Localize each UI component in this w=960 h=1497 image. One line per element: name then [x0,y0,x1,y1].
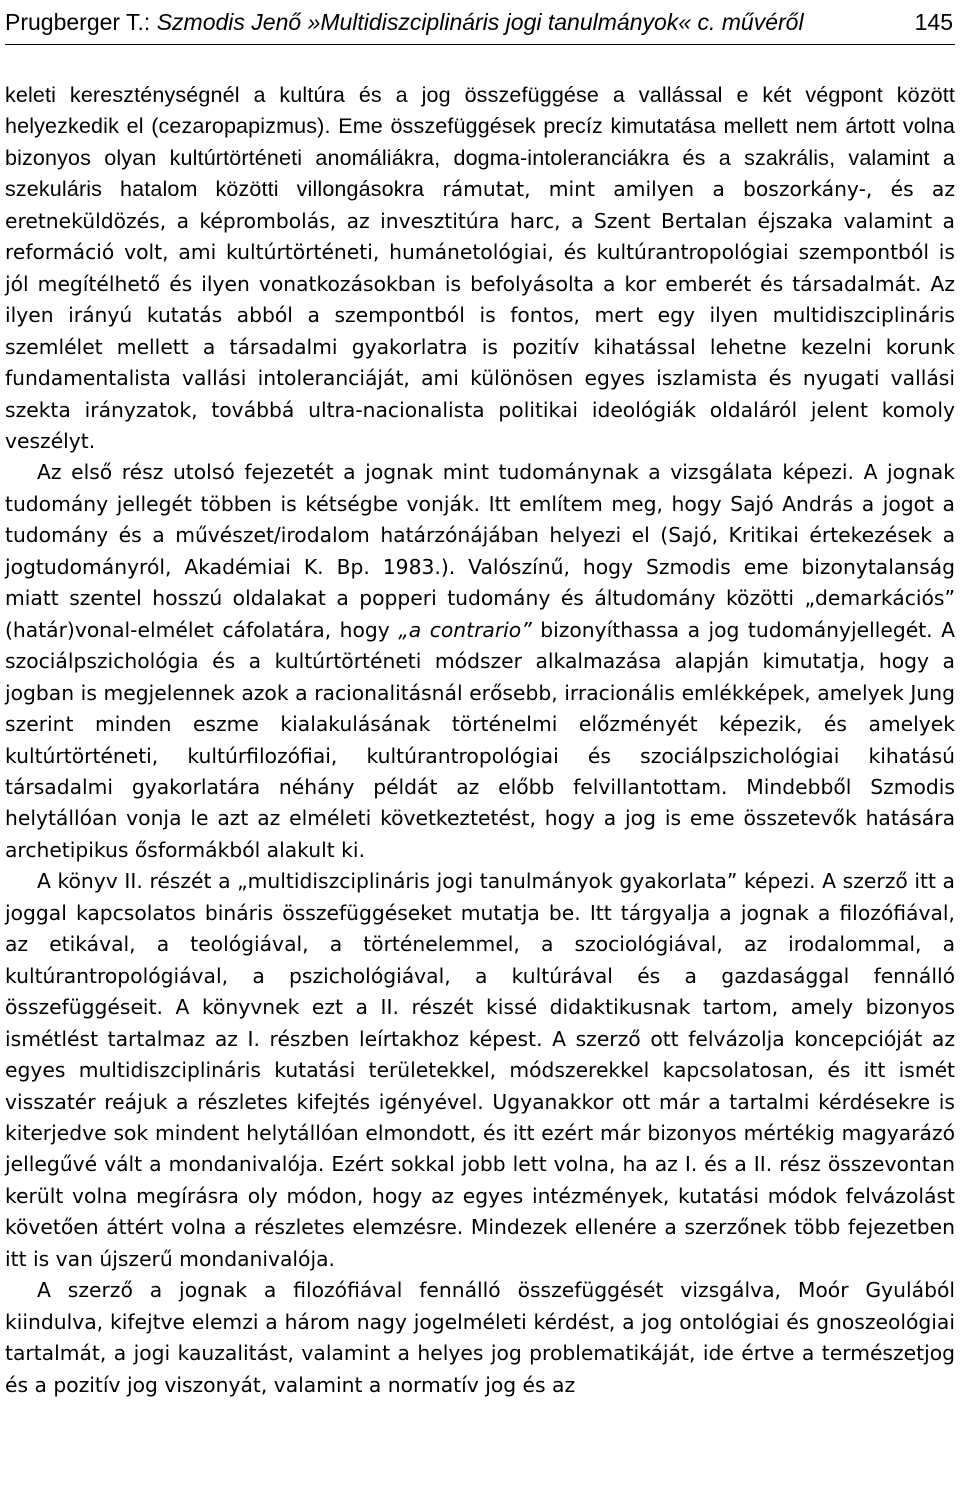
paragraph-2-part-2: bizonyíthassa a jog tudományjellegét. A szociálpszichológia és a kultúrtörténeti módszer alkalmazása alapján kimutatja, hogy a jogban is megjelennek azok a racionalitásnál erősebb, irracionális emlékképek, amelyek Jung szerint minden eszme kialakulásának történelmi előzményét képezik, és amelyek kultúrtörténeti, kultúrfilozófiai, kultúrantropológiai és szociálpszichológiai kihatású társadalmi gyakorlatára néhány példát az előbb felvillantottam. Mindebből Szmodis helytállóan vonja le azt az elméleti következtetést, hogy a jog is eme összetevők hatására archetipikus ősformákból alakult ki. [5,617,955,862]
running-header [5,4,955,45]
header-title: Szmodis Jenő »Multidiszciplináris jogi tanulmányok« c. művéről [156,9,804,35]
paragraph-2-part-1: Az első rész utolsó fejezetét a jognak mint tudománynak a vizsgálata képezi. A jognak tudomány jellegét többen is kétségbe vonják. Itt említem meg, hogy Sajó András a jogot a tudomány és a művészet/irodalom határzónájában helyezi el (Sajó, Kritikai értekezések a jogtudományról, Akadémiai K. Bp. 1983.). Valószínű, hogy Szmodis eme bizonytalanság miatt szentel hosszú oldalakat a popperi tudomány és áltudomány közötti „demarkációs” (határ)vonal-elmélet cáfolatára, hogy [5,460,955,642]
paragraph-1-part-2: rámutat, mint amilyen a boszorkány-, és az eretneküldözés, a képrombolás, az invesztitúra harc, a Szent Bertalan éjszaka valamint a reformáció volt, ami kultúrtörténeti, humánetológiai, és kultúrantropológiai szempontból is jól megítélhető és ilyen vonatkozásokban is befolyásolta a kor emberét és társadalmát. Az ilyen irányú kutatás abból a szempontból is fontos, mert egy ilyen multidiszciplináris szemlélet mellett a társadalmi gyakorlatra is pozitív kihatással lehetne kezelni korunk fundamentalista vallási intoleranciáját, ami különösen egyes iszlamista és nyugati vallási szekta irányzatok, továbbá ultra-nacionalista politikai ideológiák oldaláról jelent komoly veszélyt. [5,177,955,453]
paragraph-2-italic: „a contrario” [398,617,532,642]
paragraph-1-part-1: keleti kereszténységnél a kultúra és a jog összefüggése a vallással e két végpont között helyezkedik el (cezaropapizmus). Eme összefüggések precíz kimutatása mellett nem ártott volna bizonyos olyan kultúrtörténeti anomáliákra, dogma-intoleranciákra és a szakrális, valamint a szekuláris hatalom közötti villongásokra [5,83,955,202]
paragraph-3: A könyv II. részét a „multidiszciplináris jogi tanulmányok gyakorlata” képezi. A szerző itt a joggal kapcsolatos bináris összefüggéseket mutatja be. Itt tárgyalja a jognak a filozófiával, az etikával, a teológiával, a történelemmel, a szociológiával, az irodalommal, a kultúrantropológiával, a pszichológiával, a kultúrával és a gazdasággal fennálló összefüggéseit. A könyvnek ezt a II. részét kissé didaktikusnak tartom, amely bizonyos ismétlést tartalmaz az I. részben leírtakhoz képest. A szerző ott felvázolja koncepcióját az egyes multidiszciplináris kutatási területekkel, módszerekkel kapcsolatosan, és itt ismét visszatér reájuk a részletes kifejtés igényével. Ugyanakkor ott már a tartalmi kérdésekre is kiterjedve sok mindent helytállóan elmondott, és itt ezért már bizonyos mértékig magyarázó jellegűvé vált a mondanivalója. Ezért sokkal jobb lett volna, ha az I. és a II. rész összevontan került volna megírásra oly módon, hogy az egyes intézmények, kutatási módok felvázolást követően áttért volna a részletes elemzésre. Mindezek ellenére a szerzőnek több fejezetben itt is van újszerű mondanivalója. [5,869,955,1271]
page-number: 145 [914,9,953,35]
paragraph-1 [5,80,955,457]
document-page [5,0,955,1497]
paragraph-2 [5,457,955,866]
body-text [5,80,955,1401]
header-author: Prugberger T.: [5,9,157,35]
paragraph-4: A szerző a jognak a filozófiával fennálló összefüggését vizsgálva, Moór Gyulából kiindulva, kifejtve elemzi a három nagy jogelméleti kérdést, a jog ontológiai és gnoszeológiai tartalmát, a jogi kauzalitást, valamint a helyes jog problematikáját, ide értve a természetjog és a pozitív jog viszonyát, valamint a normatív jog és az [5,1278,955,1397]
